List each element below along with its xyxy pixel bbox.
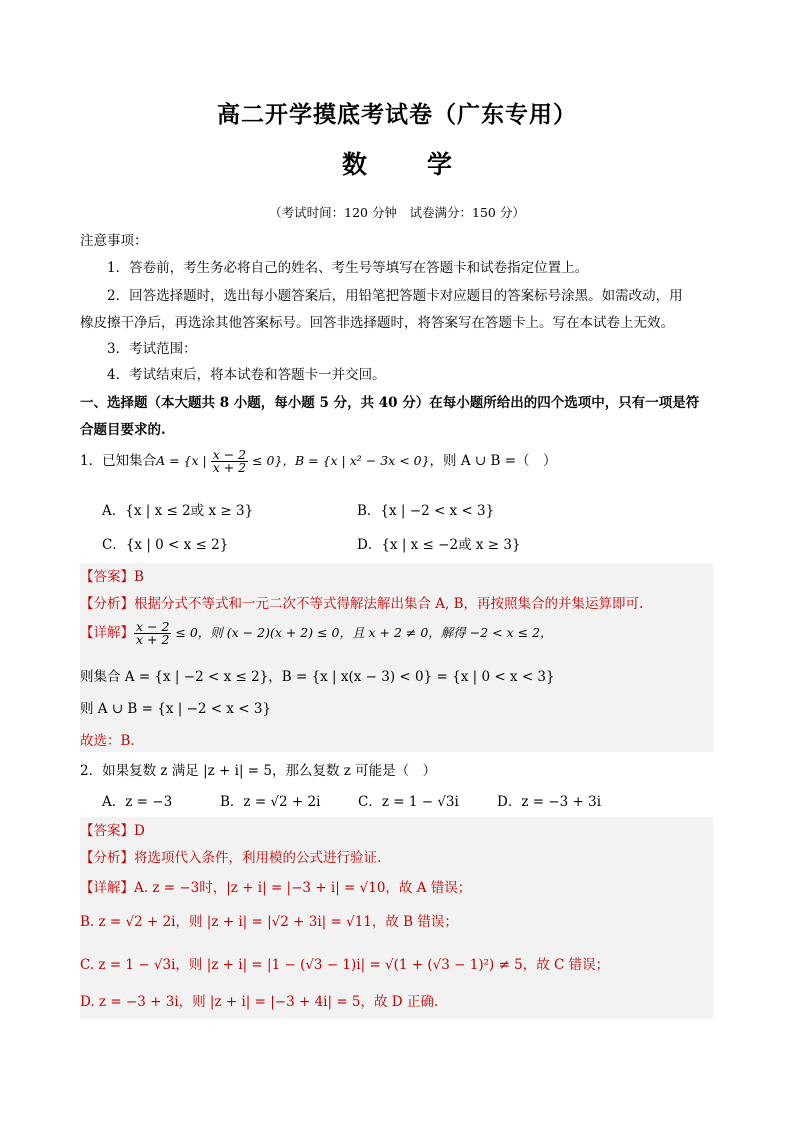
q1-detail-frac-den: x + 2 xyxy=(136,632,170,647)
q1-ask: ，则 A ∪ B =（ ） xyxy=(429,453,557,469)
q2-detail-line4: D. z = −3 + 3i，则 |z + i| = |−3 + 4i| = 5，故 D 正确. xyxy=(80,994,439,1010)
q2-analysis-label: 【分析】 xyxy=(80,850,134,866)
note-item-1: 1．答卷前，考生务必将自己的姓名、考生号等填写在答题卡和试卷指定位置上。 xyxy=(107,260,589,276)
q1-setB: ，B = {x | x² − 3x < 0} xyxy=(282,453,430,468)
q1-detail-line1 xyxy=(80,621,553,646)
q1-detail-fraction xyxy=(134,621,171,646)
subject-title: 数学 xyxy=(341,150,512,179)
q1-setA-tail: ≤ 0} xyxy=(248,453,283,468)
time-info: （考试时间：120 分钟 试卷满分：150 分） xyxy=(269,205,525,220)
q1-detail-line4: 故选：B. xyxy=(80,733,135,749)
q2-detail-line2: B. z = √2 + 2i，则 |z + i| = |√2 + 3i| = √11，故 B 错误； xyxy=(80,914,458,930)
q2-answer xyxy=(80,819,145,839)
q1-answer xyxy=(80,565,144,585)
note-item-2: 2．回答选择题时，选出每小题答案后，用铅笔把答题卡对应题目的答案标号涂黑。如需改动，用 xyxy=(107,288,683,304)
q2-analysis xyxy=(80,846,381,866)
q1-detail-label: 【详解】 xyxy=(80,625,134,641)
q1-setA: A = {x | xyxy=(156,453,211,468)
exam-title: 高二开学摸底考试卷（广东专用） xyxy=(217,101,577,128)
section-heading-line1: 一、选择题（本大题共 8 小题，每小题 5 分，共 40 分）在每小题所给出的四个选项中，只有一项是符 xyxy=(80,395,700,411)
q2-option-a: A．z = −3 xyxy=(102,794,173,810)
q2-answer-value: D xyxy=(134,823,145,839)
q1-prefix: 1．已知集合 xyxy=(80,453,157,469)
q1-analysis xyxy=(80,592,643,612)
notes-heading: 注意事项： xyxy=(80,233,148,249)
q1-detail-line2: 则集合 A = {x | −2 < x ≤ 2}，B = {x | x(x − 3) < 0} = {x | 0 < x < 3} xyxy=(80,669,555,685)
q2-option-b: B．z = √2 + 2i xyxy=(220,794,321,810)
q2-detail-line3: C. z = 1 − √3i，则 |z + i| = |1 − (√3 − 1)i| = √(1 + (√3 − 1)²) ≠ 5，故 C 错误； xyxy=(80,957,610,973)
q2-detail-line1 xyxy=(80,876,471,896)
q1-stem xyxy=(80,449,557,474)
note-item-3: 3．考试范围： xyxy=(107,341,197,357)
q1-answer-value: B xyxy=(134,569,144,585)
q2-stem: 2．如果复数 z 满足 |z + i| = 5，那么复数 z 可能是（ ） xyxy=(80,763,437,779)
q2-detail-label: 【详解】 xyxy=(80,880,134,896)
q1-frac-den: x + 2 xyxy=(212,460,247,475)
q1-detail-line3: 则 A ∪ B = {x | −2 < x < 3} xyxy=(80,701,272,717)
note-item-2-cont: 橡皮擦干净后，再选涂其他答案标号。回答非选择题时，将答案写在答题卡上。写在本试卷上无效。 xyxy=(80,315,674,331)
q1-fraction xyxy=(211,449,248,474)
q1-option-b: B．{x | −2 < x < 3} xyxy=(357,503,495,519)
q1-frac-num: x − 2 xyxy=(212,447,247,462)
q1-option-a: A．{x | x ≤ 2或 x ≥ 3} xyxy=(102,503,254,519)
q1-detail-tail: ≤ 0，则 (x − 2)(x + 2) ≤ 0，且 x + 2 ≠ 0，解得 −2 < x ≤ 2， xyxy=(171,625,553,640)
q2-detail-text1: A. z = −3时，|z + i| = |−3 + i| = √10，故 A 错误； xyxy=(134,880,472,896)
q1-detail-frac-num: x − 2 xyxy=(136,619,170,634)
q1-option-c: C．{x | 0 < x ≤ 2} xyxy=(102,537,229,553)
q1-analysis-text: 根据分式不等式和一元二次不等式得解法解出集合 A, B，再按照集合的并集运算即可. xyxy=(134,596,644,612)
q2-option-d: D．z = −3 + 3i xyxy=(497,794,602,810)
q1-option-d: D．{x | x ≤ −2或 x ≥ 3} xyxy=(357,537,521,553)
q2-answer-label: 【答案】 xyxy=(80,823,134,839)
section-heading-line2: 合题目要求的. xyxy=(80,422,166,438)
q2-option-c: C．z = 1 − √3i xyxy=(358,794,459,810)
q1-answer-label: 【答案】 xyxy=(80,569,134,585)
q1-analysis-label: 【分析】 xyxy=(80,596,134,612)
q2-analysis-text: 将选项代入条件，利用模的公式进行验证. xyxy=(134,850,382,866)
note-item-4: 4．考试结束后，将本试卷和答题卡一并交回。 xyxy=(107,367,386,383)
